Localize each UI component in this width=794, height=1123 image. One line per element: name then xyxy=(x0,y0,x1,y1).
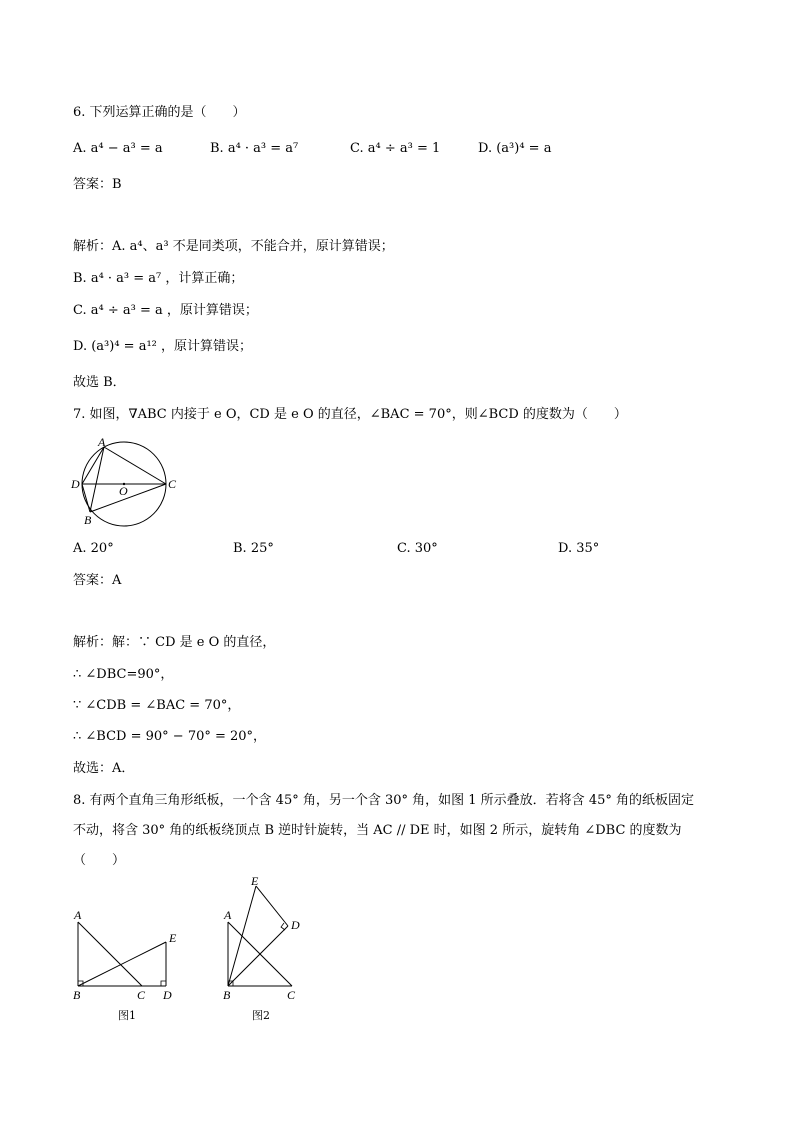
q8-fig2-label-e: E xyxy=(251,874,259,888)
q8-fig2-caption: 图2 xyxy=(252,1009,270,1022)
q7-circle-figure xyxy=(68,434,188,530)
q7-segment-bc xyxy=(90,484,166,512)
q8-fig2-label-b: B xyxy=(223,988,231,1002)
q7-answer: 答案：A xyxy=(73,573,122,588)
q8-fig1-label-c: C xyxy=(137,988,146,1002)
q7-label-c: C xyxy=(168,477,177,491)
q7-segment-db xyxy=(82,484,90,512)
q8-fig2-label-a: A xyxy=(224,908,232,922)
q6-stem: 6. 下列运算正确的是（ ） xyxy=(73,105,246,120)
q7-segment-da xyxy=(82,447,104,484)
q8-fig1-segment-ac xyxy=(78,922,142,986)
q8-fig2-segment-ed xyxy=(256,886,288,926)
q7-label-a: A xyxy=(98,435,106,449)
q7-option-a: A. 20° xyxy=(73,541,114,556)
q8-fig1-label-d: D xyxy=(163,988,172,1002)
q6-option-a: A. a⁴ − a³ = a xyxy=(73,141,163,156)
q8-fig1-right-angle-d xyxy=(161,981,166,986)
q6-analysis-1: 解析：A. a⁴、a³ 不是同类项，不能合并，原计算错误； xyxy=(73,239,394,254)
q8-fig2-label-c: C xyxy=(287,988,296,1002)
q7-label-o: O xyxy=(119,484,128,498)
q7-label-d: D xyxy=(71,477,80,491)
q8-fig1-segment-be xyxy=(78,942,166,986)
q7-option-d: D. 35° xyxy=(558,541,600,556)
q7-analysis-2: ∴ ∠DBC=90°， xyxy=(73,667,174,682)
q8-fig1-label-a: A xyxy=(74,908,82,922)
q7-segment-ac xyxy=(104,447,166,484)
q8-fig1-label-b: B xyxy=(73,988,81,1002)
q6-answer: 答案：B xyxy=(73,177,122,192)
q6-analysis-4: D. (a³)⁴ = a¹² ，原计算错误； xyxy=(73,339,253,354)
q8-figure-2 xyxy=(218,872,318,1026)
q8-fig1-caption: 图1 xyxy=(118,1009,136,1022)
q7-analysis-1: 解析：解：∵ CD 是 e O 的直径， xyxy=(73,635,276,650)
q8-stem-line-2: 不动，将含 30° 角的纸板绕顶点 B 逆时针旋转，当 AC // DE 时，如图 2 所示，旋转角 ∠DBC 的度数为 xyxy=(73,823,682,838)
q7-label-b: B xyxy=(84,513,92,527)
q6-option-b: B. a⁴ · a³ = a⁷ xyxy=(210,141,299,156)
q8-stem-line-3: （ ） xyxy=(73,853,126,868)
q8-stem-line-1: 8. 有两个直角三角形纸板，一个含 45° 角，另一个含 30° 角，如图 1 所示叠放．若将含 45° 角的纸板固定 xyxy=(73,793,694,808)
q7-analysis-4: ∴ ∠BCD = 90° − 70° = 20°， xyxy=(73,729,267,744)
q6-analysis-2: B. a⁴ · a³ = a⁷ ，计算正确； xyxy=(73,271,244,286)
q8-fig2-segment-be xyxy=(228,886,256,986)
q7-analysis-5: 故选：A． xyxy=(73,761,135,776)
q8-figure-1 xyxy=(68,906,188,1026)
q7-stem: 7. 如图，∇ABC 内接于 e O，CD 是 e O 的直径，∠BAC = 70°，则∠BCD 的度数为（ ） xyxy=(73,407,627,422)
q8-fig2-label-d: D xyxy=(291,918,300,932)
q7-analysis-3: ∵ ∠CDB = ∠BAC = 70°， xyxy=(73,698,241,713)
q8-fig1-label-e: E xyxy=(169,931,177,945)
q6-analysis-5: 故选 B． xyxy=(73,375,126,390)
q6-analysis-3: C. a⁴ ÷ a³ = a ，原计算错误； xyxy=(73,303,258,318)
q8-fig2-segment-bd xyxy=(228,926,288,986)
q7-option-b: B. 25° xyxy=(233,541,274,556)
q6-option-d: D. (a³)⁴ = a xyxy=(478,141,552,156)
q6-option-c: C. a⁴ ÷ a³ = 1 xyxy=(350,141,441,156)
q7-option-c: C. 30° xyxy=(397,541,438,556)
